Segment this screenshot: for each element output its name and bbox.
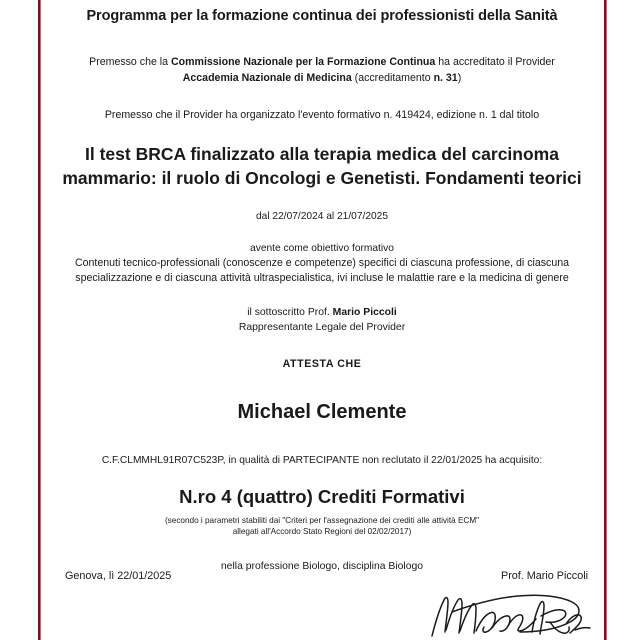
event-statement: Premesso che il Provider ha organizzato l'evento formativo n. 419424, edizione n. 1 dal titolo [104, 109, 540, 122]
signer-declaration [48, 306, 596, 336]
accreditation-body-name: Commissione Nazionale per la Formazione Continua [170, 56, 436, 69]
objective-label: avente come obiettivo formativo [250, 243, 394, 254]
place-and-date: Genova, lì 22/01/2025 [65, 570, 172, 582]
certificate-footer [48, 570, 596, 640]
fineprint-line-1: (secondo i parametri stabiliti dai "Criteri per l'assegnazione dei crediti alle attività ECM" [164, 515, 480, 525]
accreditation-end: ) [457, 71, 462, 84]
signature-icon [420, 586, 600, 640]
signer-role: Rappresentante Legale del Provider [238, 321, 406, 333]
signer-intro: il sottoscritto Prof. [247, 307, 333, 319]
page-border-right [604, 0, 607, 640]
recipient-name: Michael Clemente [237, 400, 407, 423]
accreditation-middle: ha accreditato il Provider [435, 56, 555, 69]
objective-text: Contenuti tecnico-professionali (conoscenze e competenze) specifici di ciascuna professione, di ciascuna specializzazione e di ciascuna attività ultraspecialistica, ivi incluse le malattie rare e la medicina di genere [74, 257, 570, 285]
fineprint-line-2: allegati all'Accordo Stato Regioni del 02/02/2017) [232, 527, 412, 537]
profession-line: nella professione Biologo, disciplina Biologo [220, 560, 424, 572]
signer-name: Mario Piccoli [332, 307, 397, 319]
accreditation-prefix: Premesso che la [89, 56, 171, 69]
accreditation-number: n. 31 [433, 71, 458, 84]
course-title: Il test BRCA finalizzato alla terapia medica del carcinoma mammario: il ruolo di Oncologi e Genetisti. Fondamenti teorici [62, 144, 582, 188]
attesta-heading: ATTESTA CHE [282, 357, 362, 370]
fiscal-code-line: C.F.CLMMHL91R07C523P, in qualità di PARTECIPANTE non reclutato il 22/01/2025 ha acquisito: [101, 454, 543, 466]
accreditation-suffix: (accreditamento [351, 71, 434, 84]
provider-name: Accademia Nazionale di Medicina [182, 71, 352, 84]
certificate-content [48, 0, 596, 640]
page-title: Programma per la formazione continua dei professionisti della Sanità [86, 8, 558, 24]
page-border-left [38, 0, 41, 640]
signature-image [420, 586, 600, 640]
footer-signer-name: Prof. Mario Piccoli [501, 570, 588, 582]
course-dates: dal 22/07/2024 al 21/07/2025 [256, 211, 388, 222]
credits-awarded: N.ro 4 (quattro) Crediti Formativi [179, 485, 465, 507]
credits-fineprint [48, 515, 596, 538]
accreditation-statement [48, 55, 596, 86]
